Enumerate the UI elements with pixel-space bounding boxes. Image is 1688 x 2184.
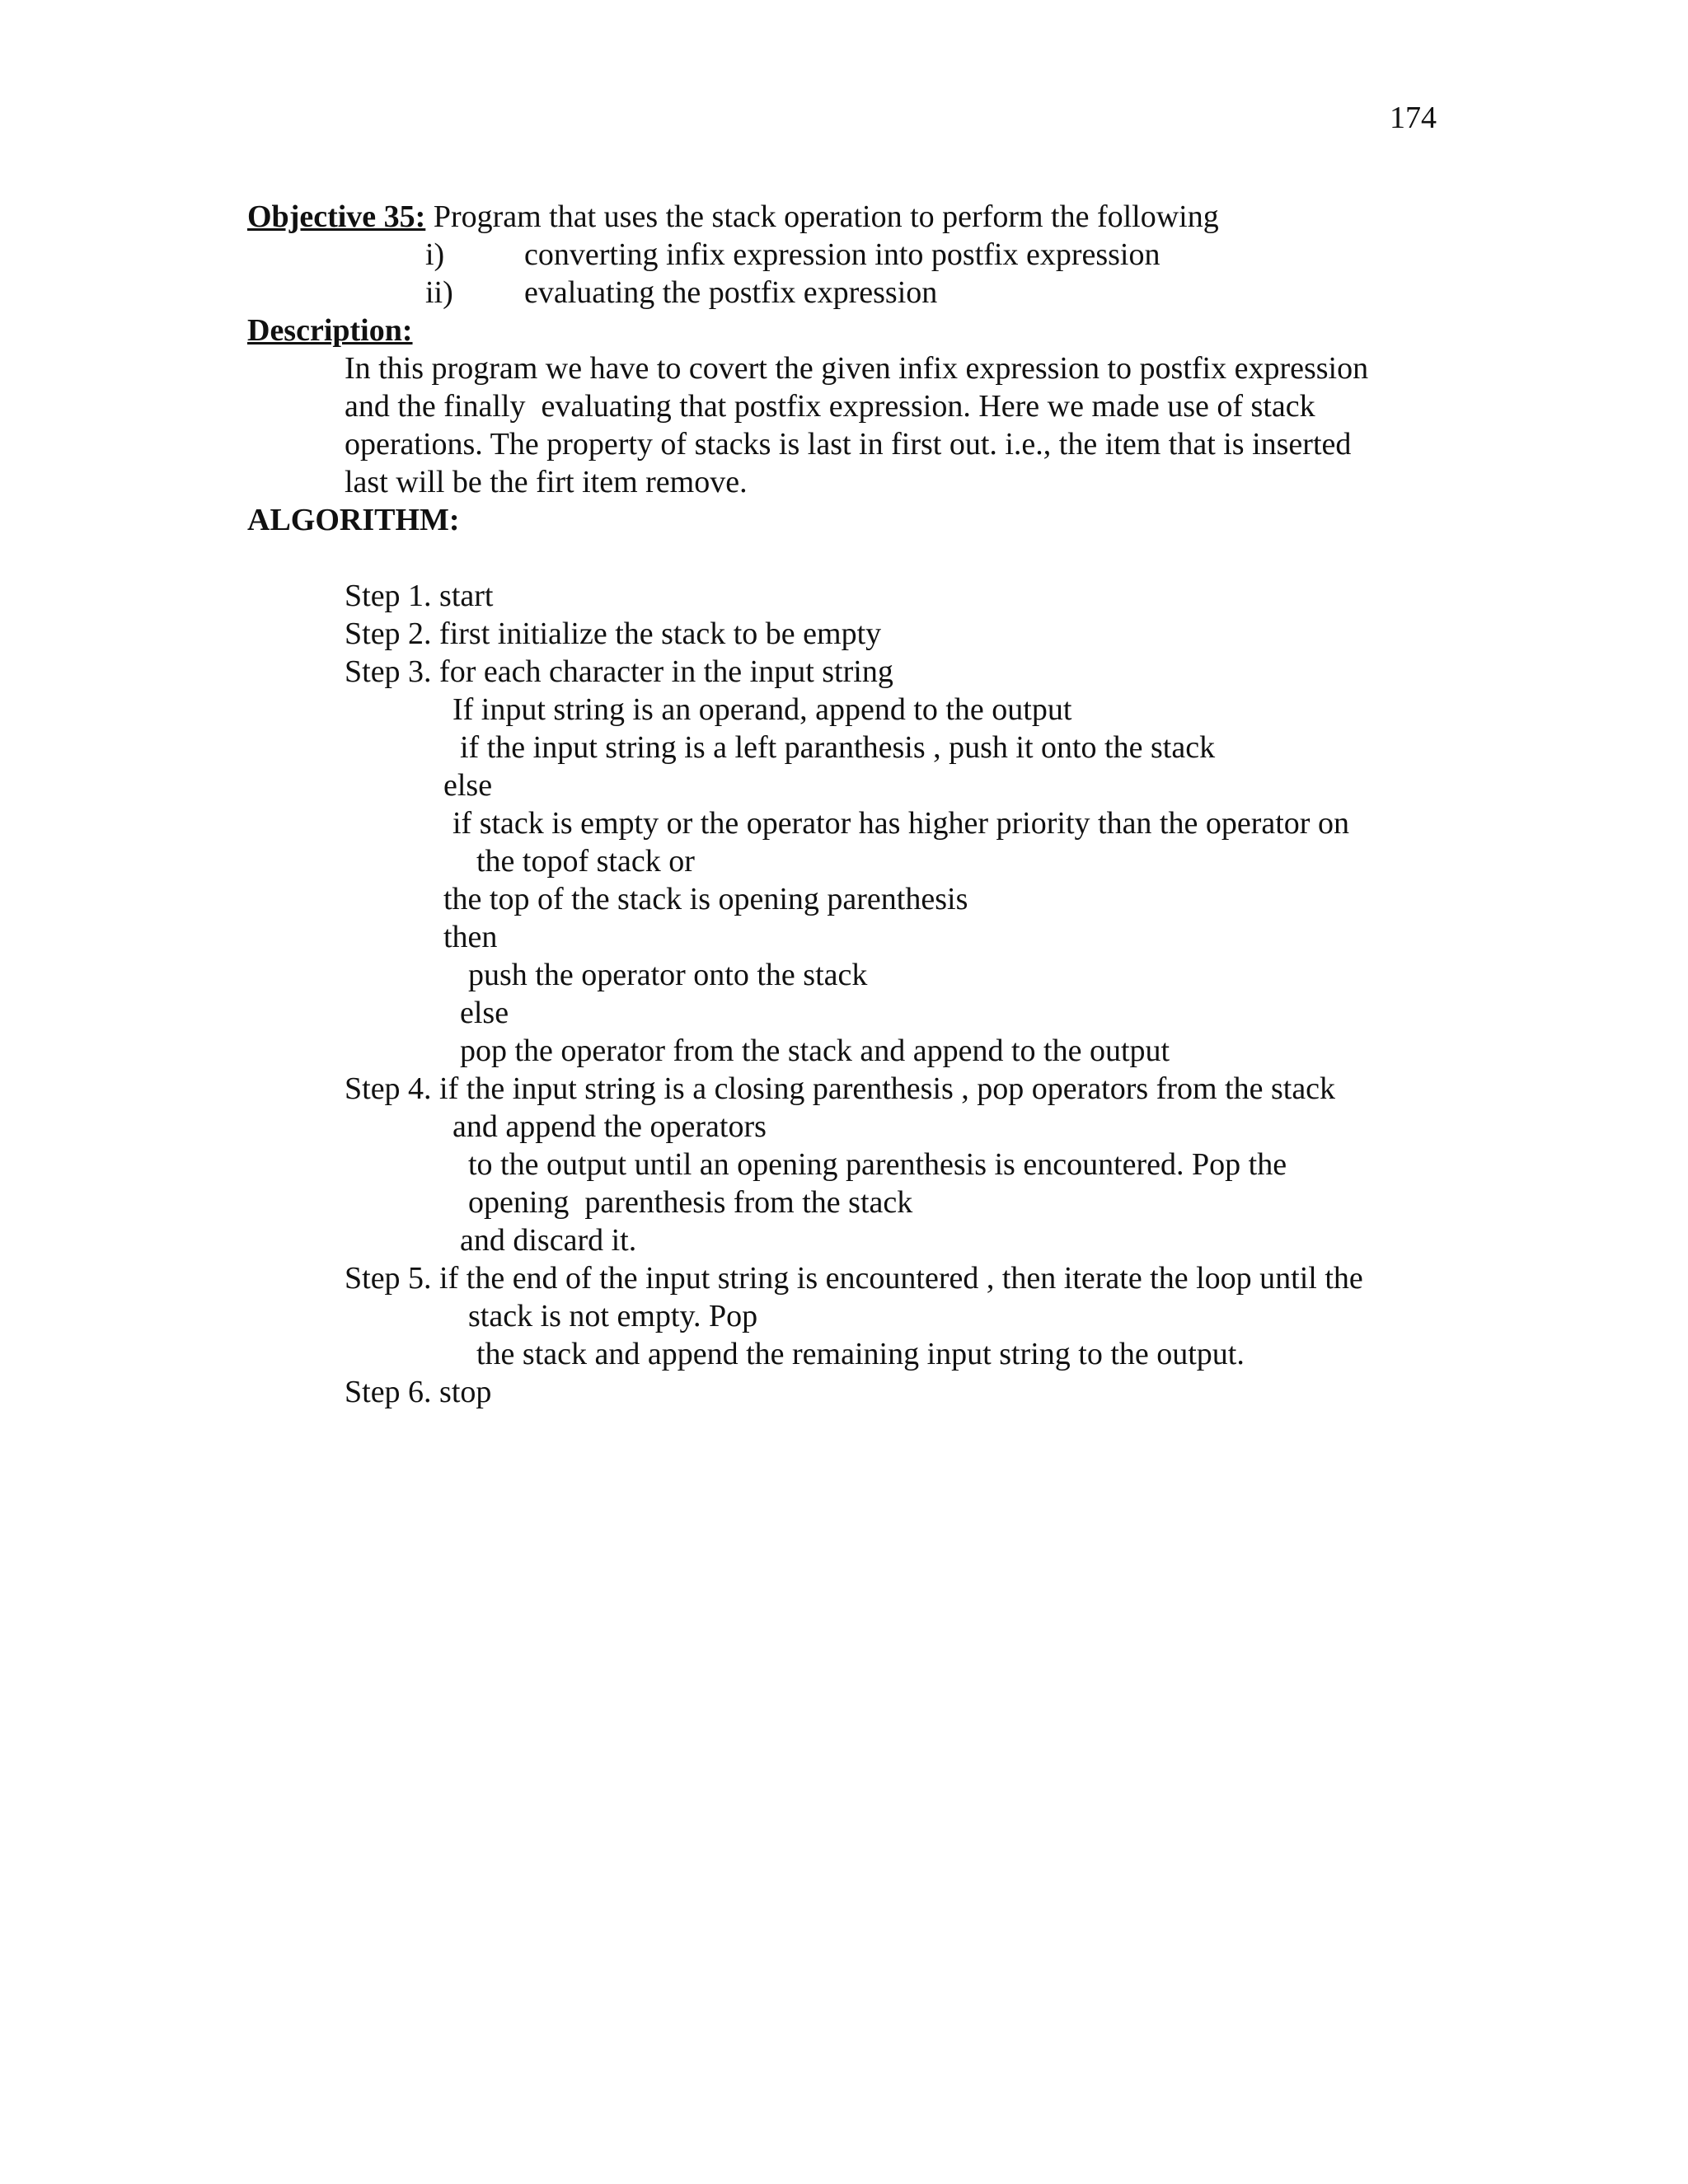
algorithm-line: opening parenthesis from the stack: [468, 1185, 913, 1220]
algorithm-line: else: [460, 996, 509, 1030]
algorithm-line: and discard it.: [460, 1223, 637, 1258]
page-number: 174: [1390, 101, 1437, 135]
algorithm-line: else: [443, 768, 493, 803]
algorithm-heading: ALGORITHM:: [247, 503, 460, 537]
algorithm-line: Step 1. start: [345, 579, 494, 613]
description-heading: Description:: [247, 313, 413, 348]
algorithm-line: Step 2. first initialize the stack to be empty: [345, 616, 882, 651]
algorithm-line: the stack and append the remaining input string to the output.: [476, 1337, 1245, 1371]
algorithm-line: Step 6. stop: [345, 1375, 492, 1409]
description-line: operations. The property of stacks is last in first out. i.e., the item that is inserted: [345, 427, 1352, 462]
algorithm-line: and append the operators: [452, 1109, 767, 1144]
algorithm-line: Step 3. for each character in the input string: [345, 654, 893, 689]
algorithm-line: push the operator onto the stack: [468, 958, 868, 992]
algorithm-line: the top of the stack is opening parenthesis: [443, 882, 968, 916]
objective-item-text-2: evaluating the postfix expression: [524, 275, 938, 310]
objective-label: Objective 35:: [247, 199, 426, 234]
algorithm-line: if the input string is a left paranthesis , push it onto the stack: [460, 730, 1216, 765]
description-line: last will be the firt item remove.: [345, 465, 748, 499]
description-line: and the finally evaluating that postfix expression. Here we made use of stack: [345, 389, 1315, 424]
algorithm-line: if stack is empty or the operator has higher priority than the operator on: [452, 806, 1349, 841]
algorithm-line: Step 5. if the end of the input string is encountered , then iterate the loop until the: [345, 1261, 1363, 1296]
algorithm-line: If input string is an operand, append to the output: [452, 692, 1072, 727]
algorithm-line: pop the operator from the stack and append to the output: [460, 1033, 1170, 1068]
algorithm-line: then: [443, 920, 498, 954]
objective-item-marker-1: i): [425, 237, 445, 272]
algorithm-line: stack is not empty. Pop: [468, 1299, 758, 1333]
description-line: In this program we have to covert the given infix expression to postfix expression: [345, 351, 1369, 386]
algorithm-line: Step 4. if the input string is a closing parenthesis , pop operators from the stack: [345, 1071, 1336, 1106]
objective-line: [247, 198, 1219, 236]
algorithm-line: to the output until an opening parenthesis is encountered. Pop the: [468, 1147, 1287, 1182]
objective-item-marker-2: ii): [425, 275, 453, 310]
objective-item-text-1: converting infix expression into postfix expression: [524, 237, 1160, 272]
algorithm-line: the topof stack or: [476, 844, 695, 879]
objective-text: Program that uses the stack operation to perform the following: [425, 199, 1219, 234]
